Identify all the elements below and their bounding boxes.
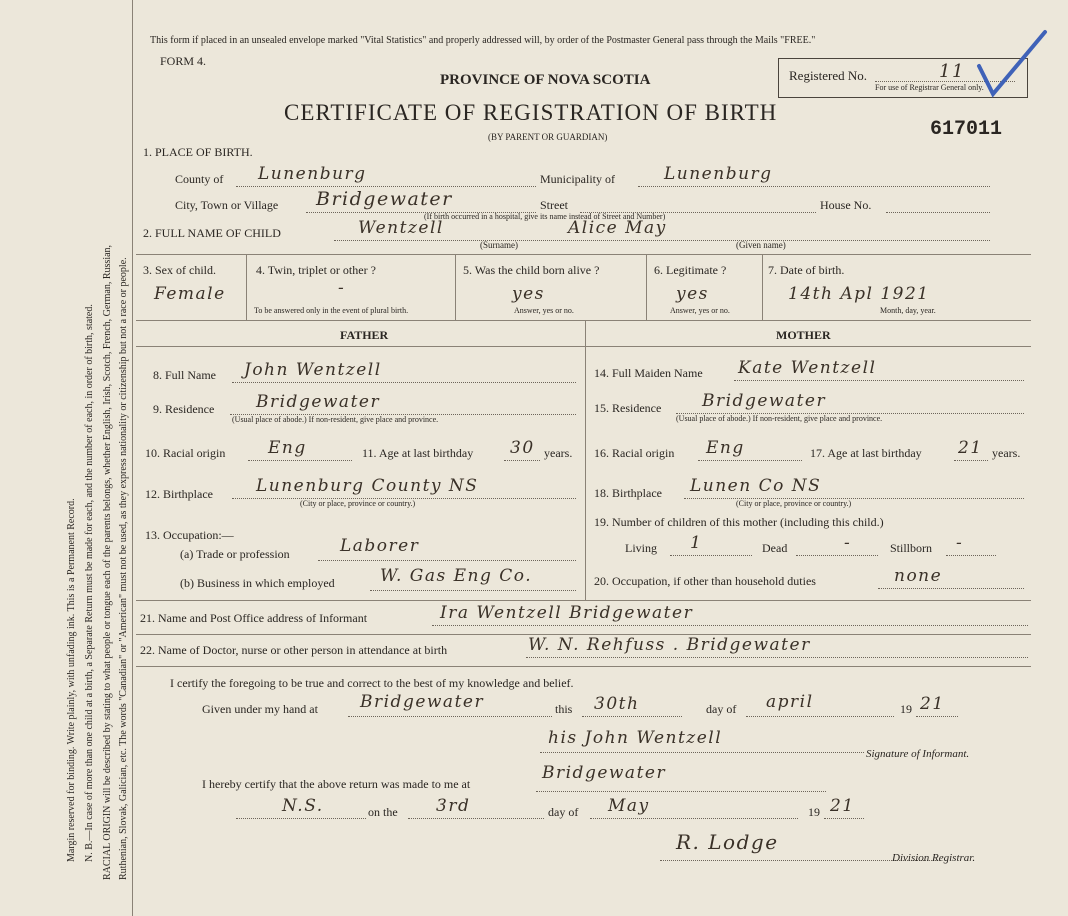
stillborn-value: - xyxy=(956,533,964,553)
twin-value: - xyxy=(338,278,346,298)
father-business-value: W. Gas Eng Co. xyxy=(380,566,533,586)
form-number: FORM 4. xyxy=(160,54,207,68)
father-name-value: John Wentzell xyxy=(244,360,382,380)
registered-label: Registered No. xyxy=(789,68,867,83)
margin-line-2: N. B.—In case of more than one child at a birth, a Separate Return must be made for each, and the number of each, in order of birth, stated. xyxy=(84,304,95,862)
father-birthplace-note: (City or place, province or country.) xyxy=(300,499,416,508)
house-number-label: House No. xyxy=(820,198,872,212)
on-the-label: on the xyxy=(368,805,398,819)
registration-day-value: 3rd xyxy=(436,796,471,816)
mother-birthplace-note: (City or place, province or country.) xyxy=(736,499,852,508)
given-year-prefix: 19 xyxy=(900,702,912,716)
surname-value: Wentzell xyxy=(358,218,444,238)
living-value: 1 xyxy=(690,533,703,553)
mother-occupation-value: none xyxy=(894,566,943,586)
father-heading: FATHER xyxy=(340,328,389,342)
province-heading: PROVINCE OF NOVA SCOTIA xyxy=(440,72,651,88)
mother-heading: MOTHER xyxy=(776,328,831,342)
registration-month-value: May xyxy=(608,796,650,816)
hospital-note: (If birth occurred in a hospital, give its name instead of Street and Number) xyxy=(424,212,666,221)
father-trade-value: Laborer xyxy=(340,536,420,556)
county-label: County of xyxy=(175,172,224,186)
given-month-value: april xyxy=(766,692,814,712)
child-name-label: 2. FULL NAME OF CHILD xyxy=(143,226,281,240)
given-day-value: 30th xyxy=(594,694,640,714)
informant-signature-value: his John Wentzell xyxy=(548,728,723,748)
county-value: Lunenburg xyxy=(258,164,367,184)
mother-name-value: Kate Wentzell xyxy=(738,358,877,378)
city-value: Bridgewater xyxy=(316,188,453,210)
given-day-of-label: day of xyxy=(706,702,737,716)
registered-note: For use of Registrar General only. xyxy=(875,83,984,92)
mother-residence-note: (Usual place of abode.) If non-resident, give place and province. xyxy=(676,414,883,423)
doctor-value: W. N. Rehfuss . Bridgewater xyxy=(528,635,811,655)
informant-label: 21. Name and Post Office address of Informant xyxy=(140,611,368,625)
father-birthplace-value: Lunenburg County NS xyxy=(256,476,479,496)
given-year-value: 21 xyxy=(920,694,945,714)
father-trade-label: (a) Trade or profession xyxy=(180,547,290,561)
sex-value: Female xyxy=(154,284,226,304)
father-race-label: 10. Racial origin xyxy=(145,446,226,460)
margin-line-3: RACIAL ORIGIN will be described by stating to what people or tongue each of the parents belongs, whether English, Irish, Scotch, French, German, Russian, xyxy=(102,244,113,880)
municipality-label: Municipality of xyxy=(540,172,615,186)
father-residence-label: 9. Residence xyxy=(153,402,215,416)
page-subtitle: (BY PARENT OR GUARDIAN) xyxy=(488,132,608,142)
certificate-number: 617011 xyxy=(930,118,1003,141)
registration-day-of-label: day of xyxy=(548,805,579,819)
division-registrar-label: Division Registrar. xyxy=(892,852,976,864)
mother-race-label: 16. Racial origin xyxy=(594,446,675,460)
born-alive-note: Answer, yes or no. xyxy=(514,306,574,315)
father-race-value: Eng xyxy=(268,438,307,458)
registration-year-value: 21 xyxy=(830,796,855,816)
mother-residence-value: Bridgewater xyxy=(702,391,827,411)
mother-race-value: Eng xyxy=(706,438,745,458)
margin-line-1: Margin reserved for binding. Write plainly, with unfading ink. This is a Permanent Record. xyxy=(66,498,77,862)
father-birthplace-label: 12. Birthplace xyxy=(145,487,213,501)
this-label: this xyxy=(555,702,573,716)
legitimate-value: yes xyxy=(676,284,709,304)
hereby-certify-label: I hereby certify that the above return was made to me at xyxy=(202,777,471,791)
certify-statement: I certify the foregoing to be true and correct to the best of my knowledge and belief. xyxy=(170,676,574,690)
father-age-value: 30 xyxy=(510,438,535,458)
mother-residence-label: 15. Residence xyxy=(594,401,662,415)
father-age-label: 11. Age at last birthday xyxy=(362,446,474,460)
margin-rule xyxy=(132,0,133,916)
stillborn-label: Stillborn xyxy=(890,541,933,555)
legitimate-label: 6. Legitimate ? xyxy=(654,263,727,277)
municipality-value: Lunenburg xyxy=(664,164,773,184)
mother-age-unit: years. xyxy=(992,446,1021,460)
birth-date-value: 14th Apl 1921 xyxy=(788,284,930,304)
father-name-label: 8. Full Name xyxy=(153,368,216,382)
city-label: City, Town or Village xyxy=(175,198,279,212)
father-occupation-label: 13. Occupation:— xyxy=(145,528,234,542)
living-label: Living xyxy=(625,541,657,555)
mother-children-label: 19. Number of children of this mother (including this child.) xyxy=(594,515,884,529)
given-name-note: (Given name) xyxy=(736,240,786,250)
margin-line-4: Ruthenian, Slovak, Galician, etc. The words "Canadian" or "American" must not be used, as they express nationality or citizenship but not a race or people. xyxy=(118,257,129,880)
father-age-unit: years. xyxy=(544,446,573,460)
birth-date-label: 7. Date of birth. xyxy=(768,263,845,277)
surname-note: (Surname) xyxy=(480,240,518,250)
twin-label: 4. Twin, triplet or other ? xyxy=(256,263,376,277)
dead-value: - xyxy=(844,533,852,553)
dead-label: Dead xyxy=(762,541,788,555)
father-business-label: (b) Business in which employed xyxy=(180,576,335,590)
mail-notice: This form if placed in an unsealed envelope marked "Vital Statistics" and properly addressed will, by order of the Postmaster General pass through the Mails "FREE." xyxy=(150,35,816,46)
blue-checkmark xyxy=(975,28,1055,98)
mother-age-label: 17. Age at last birthday xyxy=(810,446,922,460)
hereby-place-value: Bridgewater xyxy=(542,763,667,783)
registration-year-prefix: 19 xyxy=(808,805,820,819)
registrar-signature-value: R. Lodge xyxy=(676,830,779,854)
mother-birthplace-value: Lunen Co NS xyxy=(690,476,822,496)
place-of-birth-label: 1. PLACE OF BIRTH. xyxy=(143,145,253,159)
street-label: Street xyxy=(540,198,568,212)
father-residence-value: Bridgewater xyxy=(256,392,381,412)
born-alive-value: yes xyxy=(512,284,545,304)
informant-signature-label: Signature of Informant. xyxy=(866,748,970,760)
given-place-value: Bridgewater xyxy=(360,692,485,712)
doctor-label: 22. Name of Doctor, nurse or other person in attendance at birth xyxy=(140,643,448,657)
informant-value: Ira Wentzell Bridgewater xyxy=(440,603,694,623)
sex-label: 3. Sex of child. xyxy=(143,263,216,277)
birth-date-note: Month, day, year. xyxy=(880,306,936,315)
registered-value: 11 xyxy=(939,61,965,82)
mother-name-label: 14. Full Maiden Name xyxy=(594,366,703,380)
page-title: CERTIFICATE OF REGISTRATION OF BIRTH xyxy=(284,100,778,125)
mother-occupation-label: 20. Occupation, if other than household duties xyxy=(594,574,816,588)
given-name-value: Alice May xyxy=(568,218,667,238)
given-under-label: Given under my hand at xyxy=(202,702,318,716)
mother-birthplace-label: 18. Birthplace xyxy=(594,486,662,500)
father-residence-note: (Usual place of abode.) If non-resident, give place and province. xyxy=(232,415,439,424)
born-alive-label: 5. Was the child born alive ? xyxy=(463,263,600,277)
registration-province-value: N.S. xyxy=(282,796,324,816)
margin-notes xyxy=(58,0,138,916)
legitimate-note: Answer, yes or no. xyxy=(670,306,730,315)
twin-note: To be answered only in the event of plural birth. xyxy=(254,306,409,315)
mother-age-value: 21 xyxy=(958,438,983,458)
